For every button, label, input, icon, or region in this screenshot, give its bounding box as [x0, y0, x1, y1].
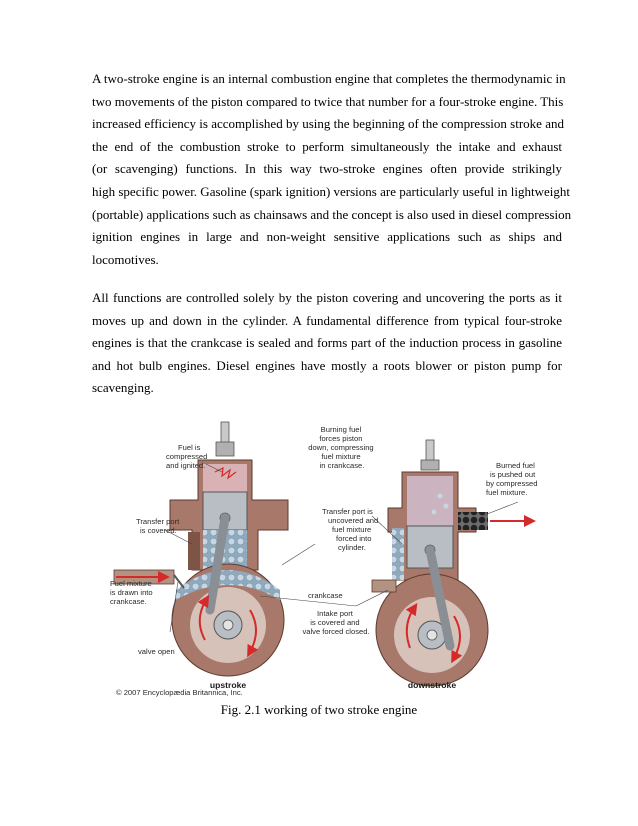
engine-diagram [110, 420, 550, 700]
label-fuel-drawn: Fuel mixture is drawn into crankcase. [110, 579, 153, 606]
label-crankcase: crankcase [308, 591, 343, 600]
text-line: (portable) applications such as chainsaws and the concept is also used in diesel compression [92, 206, 572, 222]
combustion-chamber [203, 464, 247, 492]
combustion-chamber [407, 476, 453, 526]
two-stroke-engine-figure [110, 420, 550, 700]
copyright-text: © 2007 Encyclopædia Britannica, Inc. [116, 688, 243, 697]
label-burned-fuel: Burned fuel is pushed out by compressed fuel mixture. [486, 461, 538, 497]
paragraph-2 [92, 287, 562, 400]
label-transfer-uncovered: Transfer port is uncovered and fuel mixture forced into cylinder. [322, 507, 379, 552]
label-fuel-compressed: Fuel is compressed and ignited. [166, 443, 208, 470]
text-line: the end of the combustion stroke to perform simultaneously the intake and exhaust [92, 138, 562, 154]
paragraph-1 [92, 68, 572, 271]
text-line: increased efficiency is accomplished by using the beginning of the compression stroke and [92, 116, 564, 132]
text-line: (or scavenging) functions. In this way two-stroke engines often provide strikingly [92, 161, 562, 177]
text-line: A two-stroke engine is an internal combustion engine that completes the thermodynamic in [92, 71, 566, 86]
label-burning-fuel: Burning fuel forces piston down, compressing fuel mixture in crankcase. [308, 425, 374, 470]
text-line: and hot bulb engines. Diesel engines have mostly a roots blower or piston pump for [92, 357, 562, 373]
label-downstroke: downstroke [407, 680, 457, 690]
text-line: moves up and down in the cylinder. A fundamental difference from typical four-stroke [92, 312, 562, 328]
label-intake-port: Intake port is covered and valve forced closed. [302, 609, 370, 636]
label-transfer-covered: Transfer port is covered. [136, 517, 180, 535]
text-line: two movements of the piston compared to twice that number for a four-stroke engine. This [92, 93, 564, 109]
text-line: high specific power. Gasoline (spark ignition) versions are particularly useful in lightweight [92, 183, 570, 199]
label-upstroke: upstroke [209, 680, 247, 690]
text-line: scavenging. [92, 380, 154, 396]
exhaust-port [458, 512, 488, 530]
text-line: locomotives. [92, 251, 159, 267]
figure-caption: Fig. 2.1 working of two stroke engine [220, 702, 418, 717]
label-valve-open: valve open [138, 647, 175, 656]
spark-plug-icon [221, 422, 229, 444]
text-line: All functions are controlled solely by the piston covering and uncovering the ports as it [92, 290, 562, 305]
text-line: engines is that the crankcase is sealed and forms part of the induction process in gasoline [92, 335, 562, 351]
text-line: ignition engines in large and non-weight sensitive applications such as ships and [92, 229, 562, 245]
